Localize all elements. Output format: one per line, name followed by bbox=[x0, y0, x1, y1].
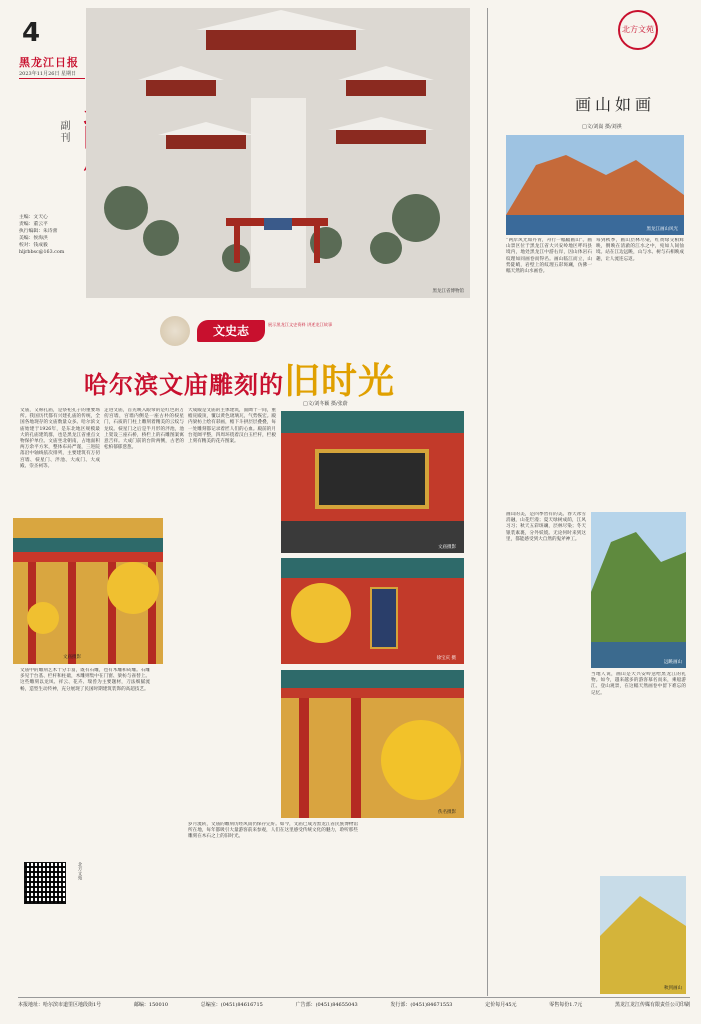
headline-text: 哈尔滨文庙雕刻的 bbox=[84, 371, 284, 399]
mountain-illustration-3 bbox=[600, 876, 686, 994]
article-col-2: 走进文庙，首先映入眼帘的是红色的万仞宫墙，宫墙内侧是一座古朴的棂星门，石质的门柱上雕刻着精美的云纹与龙纹。棂星门之后是半月形的泮池，池上架设三座石桥，桥栏上的石雕图案寓意吉祥。大成门前的台阶两侧，古老的松柏郁郁葱葱。 bbox=[104, 408, 184, 451]
plaque-illustration bbox=[281, 411, 464, 553]
photo-credit: 秋到画山 bbox=[664, 986, 682, 991]
masthead-rule bbox=[19, 78, 85, 79]
corner-photo bbox=[281, 670, 464, 818]
mountain-illustration-1 bbox=[506, 135, 684, 235]
mountain-photo-3 bbox=[600, 876, 686, 994]
footer-printer: 黑龙江龙江传媒有限责任公司印刷 bbox=[614, 1002, 690, 1008]
photo-credit: 徐宝庆 摄 bbox=[436, 656, 456, 661]
footer-tel-ad: 广告部：(0451)84655043 bbox=[295, 1002, 358, 1008]
hall-illustration bbox=[281, 558, 464, 664]
footer-postcode: 邮编：150010 bbox=[133, 1002, 169, 1008]
photo-credit: 佚名摄影 bbox=[438, 810, 456, 815]
side-col-4: 当地人说，画山是大兴安岭送给黑龙江的礼物。如今，越来越多的游客慕名而来，乘船游江、登山观景，在这幅天然画卷中留下难忘的记忆。 bbox=[591, 672, 686, 696]
mountain-photo-2 bbox=[591, 512, 686, 668]
photo-credit: 文庙摄影 bbox=[438, 545, 456, 550]
footer bbox=[18, 1001, 690, 1008]
editor-list: 主编：文天心 责编：董云平 执行编辑：朱诗蕾 美编：侯海洪 校对：钱成毅 hljrbbsc@163.com bbox=[19, 215, 65, 255]
footer-retail: 零售每份1.7元 bbox=[549, 1002, 583, 1008]
footer-tel-main: 总编室：(0451)84616715 bbox=[200, 1002, 263, 1008]
date-line: 2023年11月26日 星期日 bbox=[19, 71, 77, 77]
side-col-2: 每到秋季，画山层林尽染，红黄绿交相辉映，倒映在清澈的江水之中，宛如人间仙境。站在江边远眺，山与水、树与石相映成趣，让人流连忘返。 bbox=[596, 238, 684, 262]
qr-code[interactable] bbox=[24, 862, 66, 904]
mountain-photo-1 bbox=[506, 135, 684, 235]
side-col-3: 画山的美，是四季皆有的美。春天冰雪消融，山花烂漫；夏天绿树成荫，江风习习；秋天五彩斑斓，层林尽染；冬天银装素裹，分外妖娆。无论何时来到这里，都能感受到大自然的鬼斧神工。 bbox=[506, 512, 586, 542]
temple-snow-photo bbox=[86, 8, 470, 298]
gate-autumn-illustration bbox=[13, 518, 163, 664]
article-col-5: 岁月流转，文庙的雕刻历经风雨仍保存完好。如今，文庙已成为黑龙江省民族博物馆所在地，每年都吸引大量游客前来参观，人们在这里感受传统文化的魅力，聆听那些雕刻在木石之上的旧时光。 bbox=[188, 822, 358, 840]
footer-rule bbox=[18, 997, 690, 998]
column-kicker: 文史志 bbox=[197, 320, 265, 342]
page-number: 4 bbox=[22, 18, 41, 48]
qr-caption: 北方文苑 bbox=[77, 862, 82, 880]
article-col-4: 文庙中的雕刻艺术十分丰富，既有石雕，也有木雕和砖雕。石雕多见于台基、栏杆和柱础，木雕则集中在门窗、梁枋与雀替上。这些雕刻以龙凤、祥云、花卉、瑞兽为主要题材，刀法细腻流畅，造型生动传神，充分展现了民国时期建筑装饰的高超技艺。 bbox=[20, 668, 150, 692]
corner-illustration bbox=[281, 670, 464, 818]
hall-photo bbox=[281, 558, 464, 664]
mountain-illustration-2 bbox=[591, 512, 686, 668]
side-col-1: “两岸风光如丹青，舟行一幅幅画山”。画山景区位于黑龙江省大兴安岭地区呼玛县境内，地处黑龙江中游右岸，因山体岩石纹理如同画卷而得名。画山临江而立，山势陡峭，岩壁上的纹理五彩斑斓，仿佛一幅天然的山水画卷。 bbox=[506, 238, 592, 275]
footer-address: 本报地址：哈尔滨市道里区地段街1号 bbox=[18, 1002, 102, 1008]
gate-autumn-photo bbox=[13, 518, 163, 664]
column-divider bbox=[487, 8, 488, 996]
paper-name: 黑龙江日报 bbox=[19, 56, 79, 69]
photo-credit: 黑龙江画山风光 bbox=[646, 227, 678, 232]
photo-credit: 文庙摄影 bbox=[63, 655, 81, 660]
kicker-subtitle: 展示黑龙江文史资料 讲述龙江故事 bbox=[268, 322, 333, 327]
article-col-3: 大成殿是文庙的主体建筑，面阔十一间，重檐庑殿顶，覆以黄色琉璃瓦，气势恢宏。殿内梁枋上绘有彩画，檐下斗拱层层叠叠，每一处雕刻都记录着匠人们的心血。殿前的月台宽阔平整，四周环绕着汉白玉栏杆，栏板上刻有精美的花卉图案。 bbox=[188, 408, 276, 445]
side-article-byline: □文/刘嵩 摄/刘祺 bbox=[582, 124, 622, 130]
article-headline bbox=[84, 353, 395, 404]
section-label: 副刊 bbox=[58, 120, 69, 144]
side-article-title: 画山如画 bbox=[575, 95, 656, 114]
photo-credit: 远眺画山 bbox=[664, 660, 682, 665]
article-col-1: 文庙，又称孔庙，是祭祀孔子的重要场所。我国历代都有兴建孔庙的传统，全国各地现存的文庙数量众多。哈尔滨文庙始建于1926年，是东北地区规模最大的孔庙建筑群，也是黑龙江省重点文物保护单位。文庙坐北朝南，占地面积两万余平方米，整体布局严谨，三进院落沿中轴线依次排列，主要建筑有万仞宫墙、棂星门、泮池、大成门、大成殿、崇圣祠等。 bbox=[20, 408, 100, 469]
editor-email: hljrbbsc@163.com bbox=[19, 250, 65, 255]
photo-credit: 黑龙江省博物馆 bbox=[432, 289, 464, 294]
footer-tel-issue: 发行部：(0451)84671553 bbox=[390, 1002, 453, 1008]
headline-emphasis: 旧时光 bbox=[284, 360, 396, 402]
article-byline: □文/刘冬颖 摄/张蔚 bbox=[303, 401, 348, 407]
footer-price: 定价每月45元 bbox=[485, 1002, 517, 1008]
temple-snow-illustration bbox=[86, 8, 470, 298]
ink-ornament bbox=[160, 316, 190, 346]
stamp-seal: 北方文苑 bbox=[618, 10, 658, 50]
plaque-photo bbox=[281, 411, 464, 553]
